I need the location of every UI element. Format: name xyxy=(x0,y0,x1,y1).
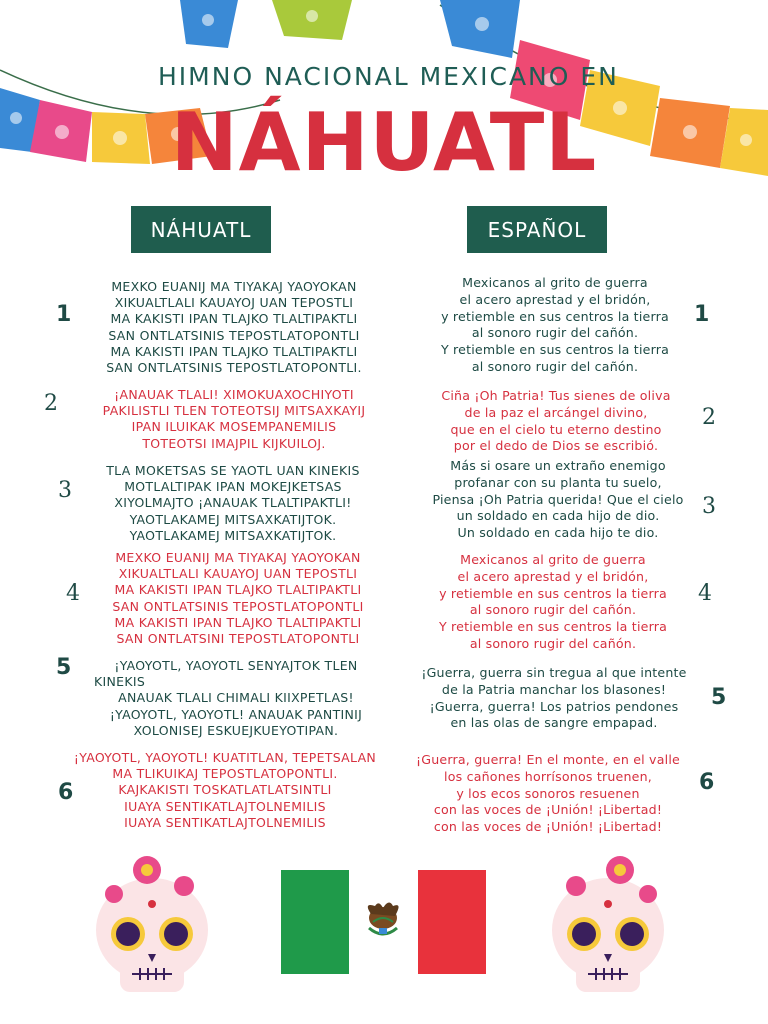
stanza-number-nahuatl-5: 5 xyxy=(56,655,72,680)
stanza-line: ¡YAOYOTL, YAOYOTL! ANAUAK PANTINIJ xyxy=(109,706,363,722)
stanza-line: MA KAKISTI IPAN TLAJKO TLALTIPAKTLI xyxy=(114,582,362,598)
espanol-column-header: ESPAÑOL xyxy=(467,206,607,253)
flag-red-stripe xyxy=(418,870,486,974)
stanza-line: ¡YAOYOTL, YAOYOTL! KUATITLAN, TEPETSALAN xyxy=(73,750,377,765)
nahuatl-stanza-1 xyxy=(88,279,380,376)
stanza-line: los cañones horrísonos truenen, xyxy=(444,768,652,784)
stanza-line: profanar con su planta tu suelo, xyxy=(454,474,662,490)
espanol-stanza-4 xyxy=(418,552,688,653)
page-subtitle: HIMNO NACIONAL MEXICANO EN xyxy=(158,62,619,91)
stanza-line: al sonoro rugir del cañón. xyxy=(471,358,639,374)
stanza-line: el acero aprestad y el bridón, xyxy=(459,291,651,307)
stanza-number-nahuatl-3: 3 xyxy=(58,478,72,503)
stanza-line: MA KAKISTI IPAN TLAJKO TLALTIPAKTLI xyxy=(110,311,358,327)
stanza-line: por el dedo de Dios se escribió. xyxy=(453,438,659,454)
stanza-line: Mexicanos al grito de guerra xyxy=(460,552,646,567)
stanza-line: con las voces de ¡Unión! ¡Libertad! xyxy=(433,802,663,818)
stanza-line: Un soldado en cada hijo te dio. xyxy=(457,525,659,541)
stanza-line: SAN ONTLATSINIS TEPOSTLATOPONTLI xyxy=(112,598,364,614)
stanza-number-espanol-5: 5 xyxy=(711,685,727,710)
stanza-line: ¡YAOYOTL, YAOYOTL SENYAJTOK TLEN xyxy=(114,658,358,673)
stanza-line: MA TLIKUIKAJ TEPOSTLATOPONTLI. xyxy=(112,766,338,782)
stanza-line: MA KAKISTI IPAN TLAJKO TLALTIPAKTLI xyxy=(110,343,358,359)
stanza-line: YAOTLAKAMEJ MITSAXKATIJTOK. xyxy=(129,511,337,527)
stanza-line: SAN ONTLATSINIS TEPOSTLATOPONTLI. xyxy=(106,360,362,376)
stanza-line: y los ecos sonoros resuenen xyxy=(456,785,640,801)
stanza-line: con las voces de ¡Unión! ¡Libertad! xyxy=(433,819,663,835)
nahuatl-stanza-4 xyxy=(88,550,388,647)
espanol-stanza-1 xyxy=(420,275,690,376)
stanza-number-nahuatl-1: 1 xyxy=(56,302,72,327)
stanza-line: ¡Guerra, guerra! En el monte, en el valle xyxy=(416,752,680,767)
stanza-line: Ciña ¡Oh Patria! Tus sienes de oliva xyxy=(441,388,671,403)
espanol-stanza-5 xyxy=(406,665,702,732)
stanza-line: PAKILISTLI TLEN TOTEOTSIJ MITSAXKAYIJ xyxy=(102,403,366,419)
stanza-line: de la Patria manchar los blasones! xyxy=(441,681,667,697)
stanza-line: que en el cielo tu eterno destino xyxy=(450,421,662,437)
stanza-line: Mexicanos al grito de guerra xyxy=(462,275,648,290)
coat-of-arms-icon xyxy=(349,870,417,974)
stanza-line: el acero aprestad y el bridón, xyxy=(457,568,649,584)
stanza-line: MEXKO EUANIJ MA TIYAKAJ YAOYOKAN xyxy=(111,279,357,294)
stanza-line: al sonoro rugir del cañón. xyxy=(471,325,639,341)
stanza-line: TLA MOKETSAS SE YAOTL UAN KINEKIS xyxy=(106,463,360,478)
stanza-line: IUAYA SENTIKATLAJTOLNEMILIS xyxy=(124,798,326,814)
stanza-number-espanol-3: 3 xyxy=(702,494,716,519)
stanza-number-espanol-1: 1 xyxy=(694,302,710,327)
mexican-flag xyxy=(281,870,486,974)
espanol-stanza-3 xyxy=(418,458,698,542)
stanza-line: KINEKIS xyxy=(94,674,146,690)
stanza-line: ¡Guerra, guerra sin tregua al que intente xyxy=(421,665,687,680)
stanza-line: SAN ONTLATSINI TEPOSTLATOPONTLI xyxy=(116,631,360,647)
stanza-line: MEXKO EUANIJ MA TIYAKAJ YAOYOKAN xyxy=(115,550,361,565)
page-title: NÁHUATL xyxy=(170,96,598,189)
stanza-line: y retiemble en sus centros la tierra xyxy=(441,308,669,324)
stanza-line: Más si osare un extraño enemigo xyxy=(450,458,666,473)
stanza-number-espanol-4: 4 xyxy=(698,581,712,606)
stanza-line: IPAN ILUIKAK MOSEMPANEMILIS xyxy=(131,419,337,435)
stanza-line: SAN ONTLATSINIS TEPOSTLATOPONTLI xyxy=(108,327,360,343)
stanza-line: ¡ANAUAK TLALI! XIMOKUAXOCHIYOTI xyxy=(114,387,354,402)
stanza-line: Piensa ¡Oh Patria querida! Que el cielo xyxy=(432,491,684,507)
stanza-line: XOLONISEJ ESKUEJKUEYOTIPAN. xyxy=(133,722,339,738)
stanza-number-espanol-2: 2 xyxy=(702,405,716,430)
stanza-line: y retiemble en sus centros la tierra xyxy=(439,585,667,601)
espanol-stanza-2 xyxy=(422,388,690,455)
stanza-number-nahuatl-4: 4 xyxy=(66,581,80,606)
stanza-line: TOTEOTSI IMAJPIL KIJKUILOJ. xyxy=(142,435,326,451)
stanza-line: ANAUAK TLALI CHIMALI KIIXPETLAS! xyxy=(118,690,354,706)
stanza-line: de la paz el arcángel divino, xyxy=(464,404,648,420)
sugar-skull-right xyxy=(548,846,668,996)
stanza-line: ¡Guerra, guerra! Los patrios pendones xyxy=(429,698,679,714)
stanza-number-nahuatl-6: 6 xyxy=(58,780,74,805)
nahuatl-column-header: NÁHUATL xyxy=(131,206,271,253)
stanza-number-espanol-6: 6 xyxy=(699,770,715,795)
stanza-line: MA KAKISTI IPAN TLAJKO TLALTIPAKTLI xyxy=(114,614,362,630)
stanza-line: KAJKAKISTI TOSKATLATLATSINTLI xyxy=(118,782,332,798)
stanza-line: Y retiemble en sus centros la tierra xyxy=(438,619,668,635)
stanza-line: XIKUALTLALI KAUAYOJ UAN TEPOSTLI xyxy=(118,566,358,582)
stanza-line: Y retiemble en sus centros la tierra xyxy=(440,342,670,358)
stanza-line: XIYOLMAJTO ¡ANAUAK TLALTIPAKTLI! xyxy=(114,495,352,511)
stanza-line: XIKUALTLALI KAUAYOJ UAN TEPOSTLI xyxy=(114,295,354,311)
nahuatl-stanza-3 xyxy=(82,463,384,544)
stanza-line: MOTLALTIPAK IPAN MOKEJKETSAS xyxy=(124,479,342,495)
nahuatl-stanza-5 xyxy=(86,658,386,739)
espanol-stanza-6 xyxy=(406,752,690,836)
stanza-line: al sonoro rugir del cañón. xyxy=(469,602,637,618)
flag-white-stripe xyxy=(349,870,417,974)
sugar-skull-left xyxy=(92,846,212,996)
stanza-line: un soldado en cada hijo de dio. xyxy=(456,508,660,524)
nahuatl-stanza-6 xyxy=(66,750,384,831)
flag-green-stripe xyxy=(281,870,349,974)
stanza-line: en las olas de sangre empapad. xyxy=(450,715,658,731)
stanza-line: YAOTLAKAMEJ MITSAXKATIJTOK. xyxy=(129,527,337,543)
stanza-line: al sonoro rugir del cañón. xyxy=(469,635,637,651)
nahuatl-stanza-2 xyxy=(78,387,390,452)
stanza-number-nahuatl-2: 2 xyxy=(44,391,58,416)
stanza-line: IUAYA SENTIKATLAJTOLNEMILIS xyxy=(124,814,326,830)
